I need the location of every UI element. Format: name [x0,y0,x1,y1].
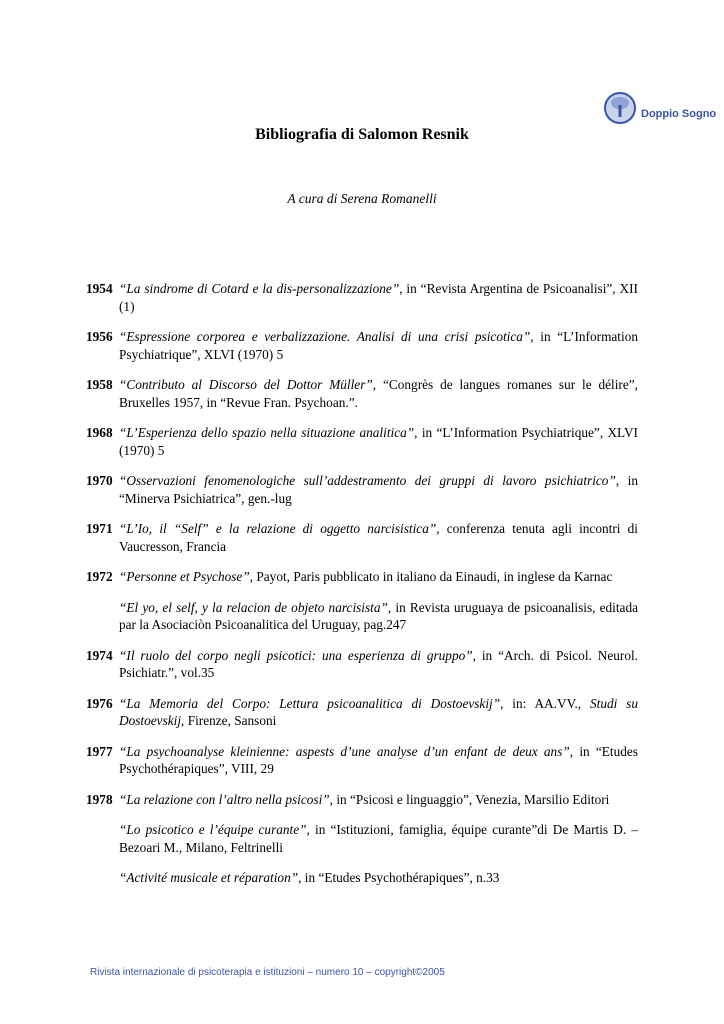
logo-text: Doppio Sogno [641,108,717,120]
entry-details: , in “L’Information Psychiatrique”, XLVI (1970) 5 [119,329,638,362]
entry-text [119,599,638,634]
entry-details: , in Revista uruguaya de psicoanalisis, editada par la Asociaciòn Psicoanalitica del Uruguay, pag.247 [119,599,638,632]
entry-book-title: Studi su Dostoevskij [119,695,638,728]
entry-text [119,821,638,856]
entry-details: Payot, Paris pubblicato in italiano da Einaudi, in inglese da Karnac [253,569,613,584]
bibliography-entry [86,695,638,730]
bibliography-entry [86,376,638,411]
entry-title: “La relazione con l’altro nella psicosi” [119,791,330,807]
entry-title: “Lo psicotico e l’équipe curante” [119,822,307,837]
page-subtitle: A cura di Serena Romanelli [287,191,437,206]
entry-details: , in: AA.VV., [500,695,590,711]
entry-year: 1972 [86,569,113,584]
entry-year: 1978 [86,791,113,807]
entry-title: “L’Io, il “Self” e la relazione di oggetto narcisistica” [119,521,437,536]
entry-title: “La sindrome di Cotard e la dis-personalizzazione” [119,281,400,296]
entry-year: 1976 [86,695,113,711]
bibliography-entry [86,472,638,507]
entry-text [119,695,638,730]
entry-text [119,472,638,507]
bibliography-list [86,280,638,900]
bibliography-entry [86,328,638,363]
bibliography-entry [86,647,638,682]
tree-globe-icon [603,88,639,128]
page-footer: Rivista internazionale di psicoterapia e istituzioni – numero 10 – copyright©2005 [90,967,445,978]
bibliography-entry [86,424,638,459]
entry-details: , in “Arch. di Psicol. Neurol. Psichiatr.”, vol.35 [119,647,638,680]
bibliography-entry [86,568,638,586]
doppio-sogno-logo [603,88,723,128]
entry-title: “La psychoanalyse kleinienne: aspests d’une analyse d’un enfant de deux ans” [119,743,570,759]
entry-year: 1956 [86,329,113,344]
entry-year: 1968 [86,425,113,440]
entry-text [119,328,638,363]
bibliography-entry [86,791,638,809]
entry-title: “Espressione corporea e verbalizzazione. Analisi di una crisi psicotica” [119,329,531,344]
bibliography-entry [86,743,638,778]
entry-text [119,520,638,555]
entry-title: “Osservazioni fenomenologiche sull’addestramento dei gruppi di lavoro psichiatrico” [119,473,616,488]
entry-details: , in “Istituzioni, famiglia, équipe curante”di De Martis D. – Bezoari M., Milano, Feltrinelli [119,822,638,855]
entry-details: , in “Etudes Psychothérapiques”, n.33 [298,870,500,885]
entry-title: “Personne et Psychose”, [119,569,254,584]
bibliography-entry [86,869,638,887]
entry-year: 1974 [86,647,113,663]
entry-year: 1958 [86,377,113,392]
entry-title: “La Memoria del Corpo: Lettura psicoanalitica di Dostoevskij” [119,695,501,711]
bibliography-entry [86,821,638,856]
entry-publisher: , Firenze, Sansoni [181,713,277,728]
entry-title: “Il ruolo del corpo negli psicotici: una esperienza di gruppo” [119,647,473,663]
entry-title: “L’Esperienza dello spazio nella situazione analitica” [119,425,415,440]
entry-text [119,743,638,778]
entry-details: , in “Revista Argentina de Psicoanalisi”, XII (1) [119,281,638,314]
entry-text [119,647,638,682]
entry-title: “Activité musicale et réparation” [119,870,299,885]
entry-title: “Contributo al Discorso del Dottor Müller” [119,377,373,392]
entry-details: , in “Etudes Psychothérapiques”, VIII, 29 [119,743,638,776]
entry-text [119,280,638,315]
entry-details: , in “L’Information Psychiatrique”, XLVI (1970) 5 [119,425,638,458]
bibliography-entry [86,520,638,555]
entry-year: 1977 [86,743,113,759]
entry-text [119,424,638,459]
page-title: Bibliografia di Salomon Resnik [255,126,469,143]
entry-details: , in “Psicosi e linguaggio”, Venezia, Marsilio Editori [329,791,610,807]
entry-year: 1971 [86,521,113,536]
entry-text [119,869,638,887]
entry-text [119,791,638,809]
entry-details: , “Congrès de langues romanes sur le délire”, Bruxelles 1957, in “Revue Fran. Psychoan.”. [119,377,638,410]
bibliography-entry [86,280,638,315]
entry-text [119,376,638,411]
entry-title: “El yo, el self, y la relacion de objeto narcisista” [119,599,388,615]
entry-details: , in “Minerva Psichiatrica”, gen.-lug [119,473,638,506]
entry-year: 1970 [86,473,113,488]
entry-text [119,568,638,586]
entry-year: 1954 [86,281,113,296]
entry-details: , conferenza tenuta agli incontri di Vaucresson, Francia [119,521,638,554]
bibliography-entry [86,599,638,634]
